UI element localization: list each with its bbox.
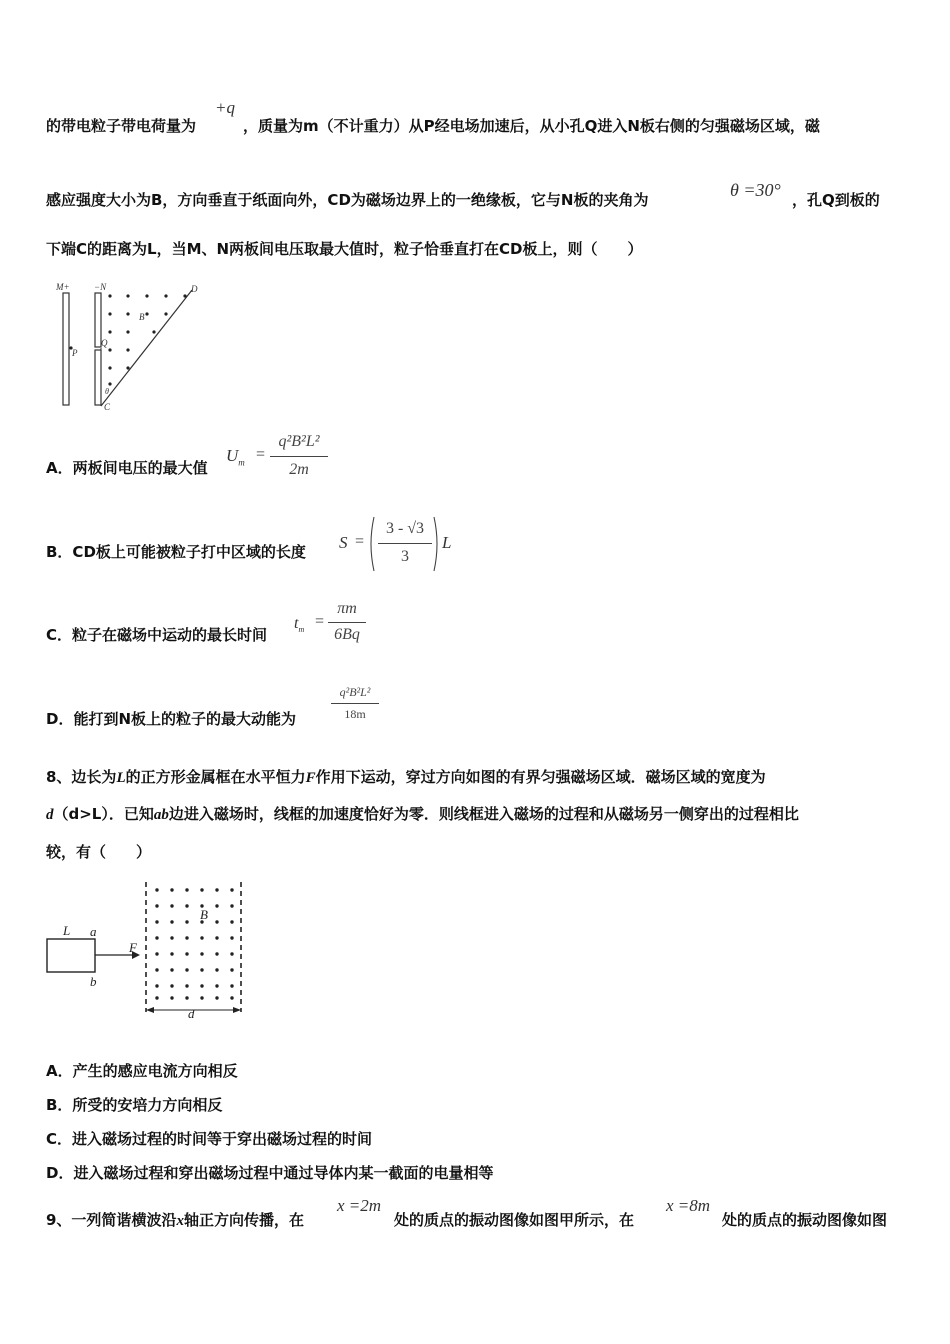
q7-option-b-label: B．CD板上可能被粒子打中区域的长度 bbox=[46, 543, 306, 561]
q9-line-1c: 处的质点的振动图像如图 bbox=[722, 1211, 888, 1229]
q7-line-1-text-b: ，质量为m（不计重力）从P经电场加速后，从小孔Q进入N板右侧的匀强磁场区域，磁 bbox=[243, 117, 820, 135]
q8-label-l: L bbox=[63, 923, 71, 938]
q8-label-d: d bbox=[188, 1006, 195, 1021]
q7-label-b: B bbox=[139, 312, 145, 322]
q8-line-1-text-c: 作用下运动，穿过方向如图的有界匀强磁场区域．磁场区域的宽度为 bbox=[315, 768, 766, 786]
q7-line-1b bbox=[243, 116, 820, 136]
q7-option-d-fraction-bar bbox=[331, 703, 379, 704]
q7-line-2 bbox=[46, 190, 648, 210]
q7-label-theta: θ bbox=[105, 387, 109, 396]
q7-plate-n-lower bbox=[95, 350, 101, 405]
q9-position-1: x =2m bbox=[337, 1196, 382, 1215]
q8-line-3: 较，有（ ） bbox=[46, 843, 152, 861]
q7-line-1 bbox=[46, 116, 196, 136]
q7-option-b-fraction-bar bbox=[378, 543, 432, 544]
q7-line-3: 下端C的距离为L，当M、N两板间电压取最大值时，粒子恰垂直打在CD板上，则（ ） bbox=[46, 240, 643, 258]
q7-board-cd bbox=[101, 290, 192, 406]
q7-line-2b bbox=[792, 190, 880, 210]
q8-label-a: a bbox=[90, 924, 97, 939]
q8-figure bbox=[44, 872, 249, 1024]
q8-option-b: B．所受的安培力方向相反 bbox=[46, 1096, 223, 1114]
q7-option-c-fraction-bar bbox=[328, 622, 366, 623]
q7-plate-m bbox=[63, 293, 69, 405]
q8-symbol-f: F bbox=[305, 770, 316, 786]
q7-option-a-symbol: U bbox=[226, 446, 239, 465]
q7-option-c-symbol: t bbox=[294, 615, 299, 632]
q8-line-1 bbox=[46, 767, 766, 788]
q7-figure bbox=[46, 280, 216, 415]
q8-line-1-text-a: 8、边长为 bbox=[46, 768, 117, 786]
q7-option-b-tail: L bbox=[442, 533, 452, 552]
q8-width-arrow-left bbox=[146, 1007, 154, 1013]
q7-option-b-lhs: S bbox=[339, 533, 348, 552]
q7-label-c: C bbox=[104, 402, 111, 412]
q7-option-c-den: 6Bq bbox=[334, 626, 360, 643]
q9-line-1b: 处的质点的振动图像如图甲所示，在 bbox=[394, 1211, 635, 1229]
q7-option-c-sub: m bbox=[298, 625, 305, 635]
q7-option-a-fraction-bar bbox=[270, 456, 328, 457]
q8-label-f: F bbox=[129, 940, 137, 955]
q8-line-2 bbox=[46, 804, 799, 825]
q8-symbol-l: L bbox=[116, 770, 126, 786]
q8-field-dots bbox=[155, 888, 233, 999]
q7-charge-formula: +q bbox=[215, 98, 235, 117]
q7-option-a-den: 2m bbox=[289, 461, 309, 478]
q8-option-c: C．进入磁场过程的时间等于穿出磁场过程的时间 bbox=[46, 1130, 373, 1148]
q7-label-d: D bbox=[191, 284, 198, 294]
q7-option-c-lhs bbox=[294, 615, 304, 634]
q7-label-m: M+ bbox=[56, 282, 70, 292]
q7-angle-formula: θ =30° bbox=[730, 180, 781, 200]
q7-option-a-num: q²B²L² bbox=[278, 433, 320, 450]
q7-option-d-den: 18m bbox=[344, 707, 366, 721]
q8-condition: （d>L） bbox=[53, 805, 109, 823]
q9-text-b: 轴正方向传播，在 bbox=[183, 1211, 304, 1229]
q7-option-a-lhs bbox=[226, 446, 245, 467]
q7-line-2-text-a: 感应强度大小为B，方向垂直于纸面向外，CD为磁场边界上的一绝缘板，它与N板的夹角为 bbox=[46, 191, 649, 209]
q9-text-a: 9、一列简谐横波沿 bbox=[46, 1211, 177, 1229]
q7-option-c-eq: = bbox=[315, 613, 325, 630]
q8-symbol-d: d bbox=[46, 807, 54, 823]
q7-option-d-num: q²B²L² bbox=[339, 685, 371, 699]
q8-label-b: b bbox=[90, 974, 97, 989]
q8-option-d: D．进入磁场过程和穿出磁场过程中通过导体内某一截面的电量相等 bbox=[46, 1164, 494, 1182]
q9-position-2: x =8m bbox=[666, 1196, 711, 1215]
q8-line-1-text-b: 的正方形金属框在水平恒力 bbox=[125, 768, 306, 786]
q8-square-frame bbox=[47, 939, 95, 972]
q8-symbol-ab: ab bbox=[153, 807, 169, 823]
q7-field-dots bbox=[108, 294, 186, 385]
q8-line-2-text-c: 边进入磁场时，线框的加速度恰好为零．则线框进入磁场的过程和从磁场另一侧穿出的过程相比 bbox=[168, 805, 799, 823]
q8-line-2-text-b: ．已知 bbox=[108, 805, 154, 823]
q7-option-a-sub: m bbox=[238, 457, 245, 468]
q7-option-a-eq: = bbox=[256, 446, 266, 463]
q7-option-c-label: C．粒子在磁场中运动的最长时间 bbox=[46, 626, 268, 644]
q8-option-a: A．产生的感应电流方向相反 bbox=[46, 1062, 238, 1080]
q7-option-b-num: 3 - √3 bbox=[385, 520, 425, 537]
q8-width-arrow-right bbox=[233, 1007, 241, 1013]
q7-label-n: −N bbox=[94, 282, 107, 292]
q7-option-d-label: D．能打到N板上的粒子的最大动能为 bbox=[46, 710, 297, 728]
q8-label-field-b: B bbox=[200, 907, 208, 922]
q7-option-a-label: A．两板间电压的最大值 bbox=[46, 459, 208, 477]
q7-option-c-num: πm bbox=[337, 600, 357, 617]
q7-label-q: Q bbox=[101, 338, 108, 348]
q7-line-2-text-b: ，孔Q到板的 bbox=[792, 191, 880, 209]
q9-symbol-x: x bbox=[176, 1213, 184, 1229]
q7-label-p: P bbox=[72, 348, 78, 358]
q7-option-b-den: 3 bbox=[401, 548, 409, 565]
q7-line-1-text-a: 的带电粒子带电荷量为 bbox=[46, 117, 197, 135]
q7-option-b-eq: = bbox=[355, 533, 365, 550]
q9-line-1 bbox=[46, 1210, 304, 1231]
